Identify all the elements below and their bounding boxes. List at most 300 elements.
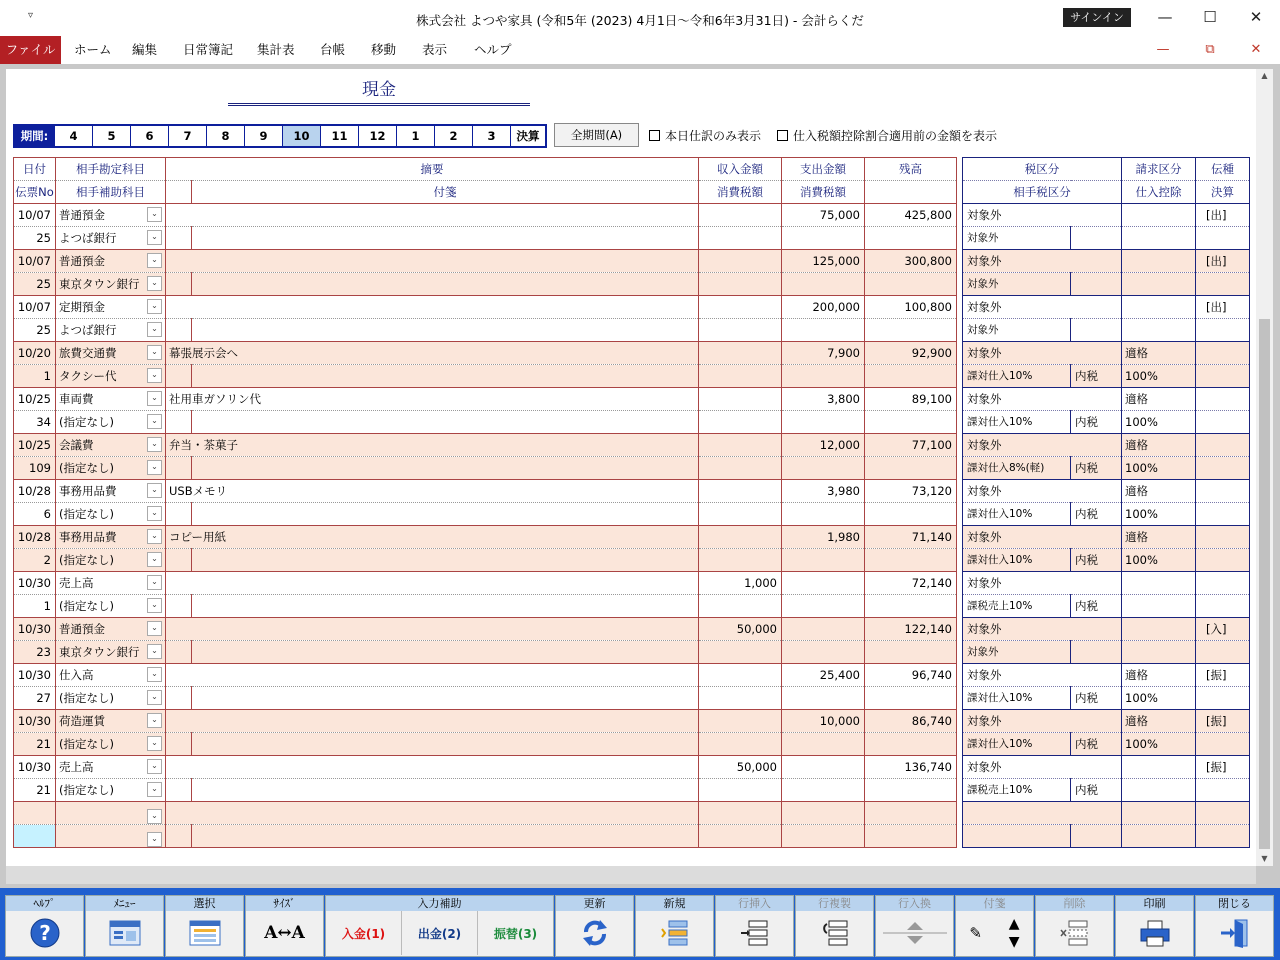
cell-tag[interactable] [192, 227, 699, 250]
cell-partner-sub[interactable] [56, 549, 166, 572]
cell-expense[interactable] [782, 802, 865, 825]
cell-income-tax[interactable] [699, 457, 782, 480]
dropdown-chevron-icon[interactable]: ⌄ [147, 667, 162, 682]
cell-invoice-class[interactable]: 適格 [1122, 480, 1196, 503]
dropdown-chevron-icon[interactable]: ⌄ [147, 322, 162, 337]
cell-tag[interactable] [192, 549, 699, 572]
cell-tax-class[interactable]: 対象外 [963, 664, 1122, 687]
cell-tax-class[interactable]: 対象外 [963, 572, 1122, 595]
dropdown-chevron-icon[interactable]: ⌄ [147, 529, 162, 544]
cell-income[interactable] [699, 204, 782, 227]
dropdown-chevron-icon[interactable]: ⌄ [147, 621, 162, 636]
mdi-restore-icon[interactable]: ⧉ [1205, 42, 1215, 57]
delete-button[interactable] [1035, 895, 1114, 957]
cell-partner-tax-class[interactable]: 課税売上10% [963, 779, 1071, 802]
cell-input-deduction[interactable]: 100% [1122, 549, 1196, 572]
cell-date[interactable]: 10/30 [14, 756, 56, 779]
cell-tax-class[interactable]: 対象外 [963, 710, 1122, 733]
cell-tag[interactable] [192, 825, 699, 848]
close-icon[interactable]: ✕ [1249, 8, 1263, 26]
cell-slip-type[interactable] [1196, 342, 1250, 365]
cell-tax-class[interactable]: 対象外 [963, 388, 1122, 411]
menu-file[interactable]: ファイル [0, 36, 61, 64]
cell-expense[interactable]: 200,000 [782, 296, 865, 319]
cell-expense-tax[interactable] [782, 733, 865, 756]
table-row-sub[interactable] [14, 457, 957, 480]
cell-tax-class[interactable]: 対象外 [963, 618, 1122, 641]
dropdown-chevron-icon[interactable]: ⌄ [147, 713, 162, 728]
cell-date[interactable] [14, 802, 56, 825]
cell-partner-sub[interactable] [56, 825, 166, 848]
tax-row[interactable] [963, 342, 1250, 365]
table-row-sub[interactable] [14, 319, 957, 342]
cell-tag[interactable] [192, 319, 699, 342]
menu-home[interactable]: ホーム [74, 42, 112, 57]
cell-tax-inclusion[interactable]: 内税 [1071, 457, 1122, 480]
cell-partner-account[interactable] [56, 710, 166, 733]
swap-row-button[interactable] [875, 895, 954, 957]
tax-row[interactable] [963, 756, 1250, 779]
cell-summary[interactable] [166, 756, 699, 779]
cell-expense-tax[interactable] [782, 595, 865, 618]
cell-input-deduction[interactable] [1122, 779, 1196, 802]
cell-tax-inclusion[interactable]: 内税 [1071, 411, 1122, 434]
cell-partner-account[interactable] [56, 802, 166, 825]
period-7[interactable]: 7 [168, 126, 206, 146]
cell-invoice-class[interactable]: 適格 [1122, 664, 1196, 687]
cell-partner-tax-class[interactable]: 対象外 [963, 273, 1071, 296]
cell-slip-type[interactable]: [出] [1196, 204, 1250, 227]
cell-partner-tax-class[interactable]: 対象外 [963, 319, 1071, 342]
table-row-sub[interactable] [14, 227, 957, 250]
cell-tax-inclusion[interactable] [1071, 227, 1122, 250]
cell-voucher-no[interactable]: 34 [14, 411, 56, 434]
cell-income-tax[interactable] [699, 319, 782, 342]
cell-income-tax[interactable] [699, 503, 782, 526]
dropdown-chevron-icon[interactable]: ⌄ [147, 759, 162, 774]
cell-expense[interactable]: 7,900 [782, 342, 865, 365]
table-row-sub[interactable] [14, 595, 957, 618]
new-button[interactable] [635, 895, 714, 957]
select-button[interactable] [165, 895, 244, 957]
table-row[interactable] [14, 802, 957, 825]
table-row[interactable] [14, 572, 957, 595]
table-row-sub[interactable] [14, 411, 957, 434]
cell-expense[interactable]: 12,000 [782, 434, 865, 457]
tax-row-sub[interactable] [963, 595, 1250, 618]
cell-settlement[interactable] [1196, 549, 1250, 572]
cell-income-tax[interactable] [699, 411, 782, 434]
cell-income-tax[interactable] [699, 779, 782, 802]
cell-settlement[interactable] [1196, 641, 1250, 664]
cell-date[interactable]: 10/07 [14, 250, 56, 273]
tax-row[interactable] [963, 204, 1250, 227]
cell-tax-inclusion[interactable]: 内税 [1071, 595, 1122, 618]
period-1[interactable]: 1 [396, 126, 434, 146]
period-2[interactable]: 2 [434, 126, 472, 146]
table-row[interactable] [14, 434, 957, 457]
cell-tax-inclusion[interactable] [1071, 641, 1122, 664]
tax-row-sub[interactable] [963, 549, 1250, 572]
cell-settlement[interactable] [1196, 779, 1250, 802]
cell-date[interactable]: 10/25 [14, 434, 56, 457]
cell-income[interactable] [699, 710, 782, 733]
cell-expense-tax[interactable] [782, 365, 865, 388]
dropdown-chevron-icon[interactable]: ⌄ [147, 552, 162, 567]
cell-partner-sub[interactable] [56, 365, 166, 388]
menu-daily-bookkeeping[interactable]: 日常簿記 [183, 42, 234, 57]
cell-income-tax[interactable] [699, 549, 782, 572]
cell-summary[interactable]: 社用車ガソリン代 [166, 388, 699, 411]
cell-partner-tax-class[interactable]: 課対仕入10% [963, 503, 1071, 526]
cell-date[interactable]: 10/30 [14, 572, 56, 595]
tax-row-sub[interactable] [963, 733, 1250, 756]
tax-row-sub[interactable] [963, 779, 1250, 802]
tax-row[interactable] [963, 710, 1250, 733]
cell-tag[interactable] [192, 365, 699, 388]
cell-partner-account[interactable] [56, 618, 166, 641]
cell-tag[interactable] [192, 411, 699, 434]
today-only-checkbox[interactable] [649, 127, 761, 144]
dropdown-chevron-icon[interactable]: ⌄ [147, 598, 162, 613]
cell-summary[interactable] [166, 664, 699, 687]
cell-voucher-no[interactable]: 25 [14, 273, 56, 296]
cell-slip-type[interactable] [1196, 802, 1250, 825]
cell-partner-tax-class[interactable]: 課対仕入10% [963, 549, 1071, 572]
mdi-close-icon[interactable]: ✕ [1250, 42, 1262, 57]
minimize-icon[interactable]: — [1157, 8, 1173, 26]
cell-partner-sub[interactable] [56, 411, 166, 434]
menu-help[interactable]: ヘルプ [474, 42, 512, 57]
close-button[interactable] [1195, 895, 1274, 957]
table-row[interactable] [14, 526, 957, 549]
cell-input-deduction[interactable] [1122, 319, 1196, 342]
cell-expense[interactable]: 10,000 [782, 710, 865, 733]
cell-invoice-class[interactable] [1122, 250, 1196, 273]
cell-expense[interactable]: 25,400 [782, 664, 865, 687]
tax-row-sub[interactable] [963, 503, 1250, 526]
table-row-sub[interactable] [14, 779, 957, 802]
cell-expense-tax[interactable] [782, 411, 865, 434]
cell-date[interactable]: 10/30 [14, 618, 56, 641]
quick-access-dropdown-icon[interactable]: ▿ [28, 10, 34, 21]
cell-tax-inclusion[interactable]: 内税 [1071, 365, 1122, 388]
table-row[interactable] [14, 480, 957, 503]
cell-date[interactable]: 10/30 [14, 710, 56, 733]
copy-row-button[interactable] [795, 895, 874, 957]
cell-invoice-class[interactable]: 適格 [1122, 434, 1196, 457]
cell-summary[interactable]: 弁当・茶菓子 [166, 434, 699, 457]
cell-expense-tax[interactable] [782, 779, 865, 802]
tax-row[interactable] [963, 526, 1250, 549]
cell-income-tax[interactable] [699, 825, 782, 848]
period-12[interactable]: 12 [358, 126, 396, 146]
period-8[interactable]: 8 [206, 126, 244, 146]
cell-invoice-class[interactable] [1122, 572, 1196, 595]
cell-partner-tax-class[interactable]: 課対仕入10% [963, 733, 1071, 756]
cell-expense-tax[interactable] [782, 503, 865, 526]
insert-row-button[interactable] [715, 895, 794, 957]
period-settlement[interactable]: 決算 [510, 126, 545, 146]
cell-partner-sub[interactable] [56, 733, 166, 756]
scroll-thumb[interactable] [1259, 319, 1270, 849]
tag-icon[interactable]: ✎ [969, 924, 982, 942]
cell-expense[interactable]: 3,980 [782, 480, 865, 503]
cell-partner-sub[interactable] [56, 503, 166, 526]
tax-row-sub[interactable] [963, 457, 1250, 480]
cell-slip-type[interactable]: [振] [1196, 664, 1250, 687]
tax-row-sub[interactable] [963, 411, 1250, 434]
cell-input-deduction[interactable]: 100% [1122, 733, 1196, 756]
tax-before-deduction-checkbox[interactable] [777, 127, 997, 144]
cell-income-tax[interactable] [699, 687, 782, 710]
cell-tax-inclusion[interactable]: 内税 [1071, 503, 1122, 526]
cell-income[interactable] [699, 664, 782, 687]
cell-income-tax[interactable] [699, 227, 782, 250]
signin-button[interactable]: サインイン [1063, 8, 1131, 27]
cell-partner-account[interactable] [56, 664, 166, 687]
withdraw-button[interactable]: 出金(2) [401, 911, 478, 955]
tax-row-sub[interactable] [963, 365, 1250, 388]
cell-tag[interactable] [192, 641, 699, 664]
cell-income-tax[interactable] [699, 273, 782, 296]
cell-expense-tax[interactable] [782, 549, 865, 572]
menu-view[interactable]: 表示 [422, 42, 448, 57]
cell-partner-tax-class[interactable] [963, 825, 1071, 848]
cell-settlement[interactable] [1196, 365, 1250, 388]
cell-summary[interactable] [166, 618, 699, 641]
cell-voucher-no[interactable]: 6 [14, 503, 56, 526]
cell-date[interactable]: 10/07 [14, 204, 56, 227]
cell-tax-class[interactable]: 対象外 [963, 250, 1122, 273]
cell-expense-tax[interactable] [782, 641, 865, 664]
cell-income[interactable] [699, 802, 782, 825]
table-row-sub[interactable] [14, 733, 957, 756]
cell-income[interactable] [699, 250, 782, 273]
cell-expense-tax[interactable] [782, 227, 865, 250]
cell-tax-inclusion[interactable]: 内税 [1071, 779, 1122, 802]
dropdown-chevron-icon[interactable]: ⌄ [147, 207, 162, 222]
tax-row-sub[interactable] [963, 825, 1250, 848]
cell-summary[interactable] [166, 296, 699, 319]
cell-partner-account[interactable] [56, 296, 166, 319]
cell-slip-type[interactable] [1196, 480, 1250, 503]
cell-expense[interactable]: 3,800 [782, 388, 865, 411]
dropdown-chevron-icon[interactable]: ⌄ [147, 506, 162, 521]
vertical-scrollbar[interactable] [1256, 69, 1273, 866]
cell-input-deduction[interactable] [1122, 595, 1196, 618]
dropdown-chevron-icon[interactable]: ⌄ [147, 460, 162, 475]
cell-tag[interactable] [192, 687, 699, 710]
cell-voucher-no[interactable]: 2 [14, 549, 56, 572]
scroll-down-icon[interactable]: ▼ [1261, 854, 1268, 863]
period-3[interactable]: 3 [472, 126, 510, 146]
cell-input-deduction[interactable] [1122, 641, 1196, 664]
table-row[interactable] [14, 342, 957, 365]
dropdown-chevron-icon[interactable]: ⌄ [147, 782, 162, 797]
cell-tax-class[interactable] [963, 802, 1122, 825]
maximize-icon[interactable]: ☐ [1203, 8, 1217, 26]
cell-expense-tax[interactable] [782, 825, 865, 848]
cell-tax-inclusion[interactable] [1071, 319, 1122, 342]
cell-income[interactable] [699, 296, 782, 319]
cell-invoice-class[interactable]: 適格 [1122, 710, 1196, 733]
cell-partner-sub[interactable] [56, 457, 166, 480]
menu-button[interactable] [85, 895, 164, 957]
tax-row[interactable] [963, 802, 1250, 825]
cell-tax-inclusion[interactable]: 内税 [1071, 549, 1122, 572]
cell-voucher-no[interactable]: 1 [14, 365, 56, 388]
cell-summary[interactable] [166, 710, 699, 733]
cell-tax-inclusion[interactable]: 内税 [1071, 733, 1122, 756]
cell-expense[interactable] [782, 572, 865, 595]
cell-tax-inclusion[interactable]: 内税 [1071, 687, 1122, 710]
menu-move[interactable]: 移動 [371, 42, 397, 57]
cell-partner-sub[interactable] [56, 595, 166, 618]
cell-tax-inclusion[interactable] [1071, 273, 1122, 296]
cell-input-deduction[interactable]: 100% [1122, 503, 1196, 526]
cell-tax-class[interactable]: 対象外 [963, 756, 1122, 779]
cell-slip-type[interactable] [1196, 388, 1250, 411]
cell-invoice-class[interactable]: 適格 [1122, 388, 1196, 411]
cell-settlement[interactable] [1196, 595, 1250, 618]
cell-summary[interactable] [166, 204, 699, 227]
period-9[interactable]: 9 [244, 126, 282, 146]
cell-summary[interactable] [166, 572, 699, 595]
cell-tax-class[interactable]: 対象外 [963, 434, 1122, 457]
period-11[interactable]: 11 [320, 126, 358, 146]
cell-partner-sub[interactable] [56, 227, 166, 250]
dropdown-chevron-icon[interactable]: ⌄ [147, 414, 162, 429]
size-button[interactable] [245, 895, 324, 957]
tax-row[interactable] [963, 572, 1250, 595]
dropdown-chevron-icon[interactable]: ⌄ [147, 575, 162, 590]
table-row[interactable] [14, 756, 957, 779]
cell-expense[interactable] [782, 618, 865, 641]
table-row[interactable] [14, 618, 957, 641]
cell-slip-type[interactable]: [振] [1196, 756, 1250, 779]
cell-summary[interactable]: 幕張展示会へ [166, 342, 699, 365]
cell-voucher-no[interactable]: 27 [14, 687, 56, 710]
table-row[interactable] [14, 388, 957, 411]
cell-input-deduction[interactable] [1122, 227, 1196, 250]
dropdown-chevron-icon[interactable]: ⌄ [147, 391, 162, 406]
cell-tax-class[interactable]: 対象外 [963, 204, 1122, 227]
cell-input-deduction[interactable] [1122, 273, 1196, 296]
dropdown-chevron-icon[interactable]: ⌄ [147, 437, 162, 452]
cell-partner-account[interactable] [56, 388, 166, 411]
cell-invoice-class[interactable]: 適格 [1122, 526, 1196, 549]
cell-summary[interactable]: USBメモリ [166, 480, 699, 503]
table-row-sub[interactable] [14, 687, 957, 710]
cell-partner-sub[interactable] [56, 687, 166, 710]
cell-partner-account[interactable] [56, 480, 166, 503]
cell-partner-tax-class[interactable]: 課対仕入10% [963, 365, 1071, 388]
table-row[interactable] [14, 204, 957, 227]
cell-slip-type[interactable]: [振] [1196, 710, 1250, 733]
table-row-sub[interactable] [14, 549, 957, 572]
cell-slip-type[interactable]: [出] [1196, 250, 1250, 273]
dropdown-chevron-icon[interactable]: ⌄ [147, 483, 162, 498]
cell-partner-account[interactable] [56, 572, 166, 595]
cell-tag[interactable] [192, 733, 699, 756]
dropdown-chevron-icon[interactable]: ⌄ [147, 832, 162, 847]
horizontal-scrollbar[interactable] [6, 866, 1256, 884]
cell-settlement[interactable] [1196, 273, 1250, 296]
table-row-sub[interactable] [14, 503, 957, 526]
cell-tax-class[interactable]: 対象外 [963, 342, 1122, 365]
cell-summary[interactable] [166, 802, 699, 825]
cell-invoice-class[interactable] [1122, 618, 1196, 641]
table-row[interactable] [14, 664, 957, 687]
dropdown-chevron-icon[interactable]: ⌄ [147, 690, 162, 705]
period-5[interactable]: 5 [92, 126, 130, 146]
table-row-sub[interactable] [14, 825, 957, 848]
cell-expense[interactable]: 125,000 [782, 250, 865, 273]
cell-income[interactable] [699, 434, 782, 457]
cell-invoice-class[interactable] [1122, 296, 1196, 319]
cell-input-deduction[interactable]: 100% [1122, 687, 1196, 710]
table-row-sub[interactable] [14, 273, 957, 296]
all-period-button[interactable]: 全期間(A) [554, 123, 639, 147]
dropdown-chevron-icon[interactable]: ⌄ [147, 736, 162, 751]
tax-row[interactable] [963, 618, 1250, 641]
table-row-sub[interactable] [14, 365, 957, 388]
cell-voucher-no[interactable]: 25 [14, 227, 56, 250]
cell-date[interactable]: 10/28 [14, 480, 56, 503]
cell-settlement[interactable] [1196, 503, 1250, 526]
dropdown-chevron-icon[interactable]: ⌄ [147, 299, 162, 314]
deposit-button[interactable]: 入金(1) [341, 926, 386, 941]
cell-income[interactable]: 50,000 [699, 618, 782, 641]
cell-expense[interactable]: 75,000 [782, 204, 865, 227]
cell-partner-sub[interactable] [56, 319, 166, 342]
cell-partner-account[interactable] [56, 342, 166, 365]
cell-slip-type[interactable] [1196, 572, 1250, 595]
dropdown-chevron-icon[interactable]: ⌄ [147, 276, 162, 291]
mdi-minimize-icon[interactable]: — [1156, 42, 1170, 57]
cell-tax-inclusion[interactable] [1071, 825, 1122, 848]
cell-date[interactable]: 10/28 [14, 526, 56, 549]
cell-slip-type[interactable] [1196, 526, 1250, 549]
table-row[interactable] [14, 296, 957, 319]
cell-partner-tax-class[interactable]: 課対仕入8%(軽) [963, 457, 1071, 480]
cell-date[interactable]: 10/20 [14, 342, 56, 365]
help-button[interactable] [5, 895, 84, 957]
cell-partner-account[interactable] [56, 434, 166, 457]
dropdown-chevron-icon[interactable]: ⌄ [147, 644, 162, 659]
table-row-sub[interactable] [14, 641, 957, 664]
cell-partner-tax-class[interactable]: 課税売上10% [963, 595, 1071, 618]
cell-expense-tax[interactable] [782, 457, 865, 480]
cell-settlement[interactable] [1196, 733, 1250, 756]
tax-row-sub[interactable] [963, 319, 1250, 342]
cell-income[interactable] [699, 526, 782, 549]
cell-input-deduction[interactable]: 100% [1122, 365, 1196, 388]
menu-ledger[interactable]: 台帳 [320, 42, 346, 57]
cell-date[interactable]: 10/07 [14, 296, 56, 319]
cell-input-deduction[interactable] [1122, 825, 1196, 848]
tax-row[interactable] [963, 250, 1250, 273]
menu-edit[interactable]: 編集 [132, 42, 158, 57]
dropdown-chevron-icon[interactable]: ⌄ [147, 345, 162, 360]
cell-income-tax[interactable] [699, 641, 782, 664]
tax-row-sub[interactable] [963, 227, 1250, 250]
cell-settlement[interactable] [1196, 227, 1250, 250]
cell-voucher-no[interactable]: 23 [14, 641, 56, 664]
cell-settlement[interactable] [1196, 319, 1250, 342]
cell-voucher-no[interactable]: 1 [14, 595, 56, 618]
